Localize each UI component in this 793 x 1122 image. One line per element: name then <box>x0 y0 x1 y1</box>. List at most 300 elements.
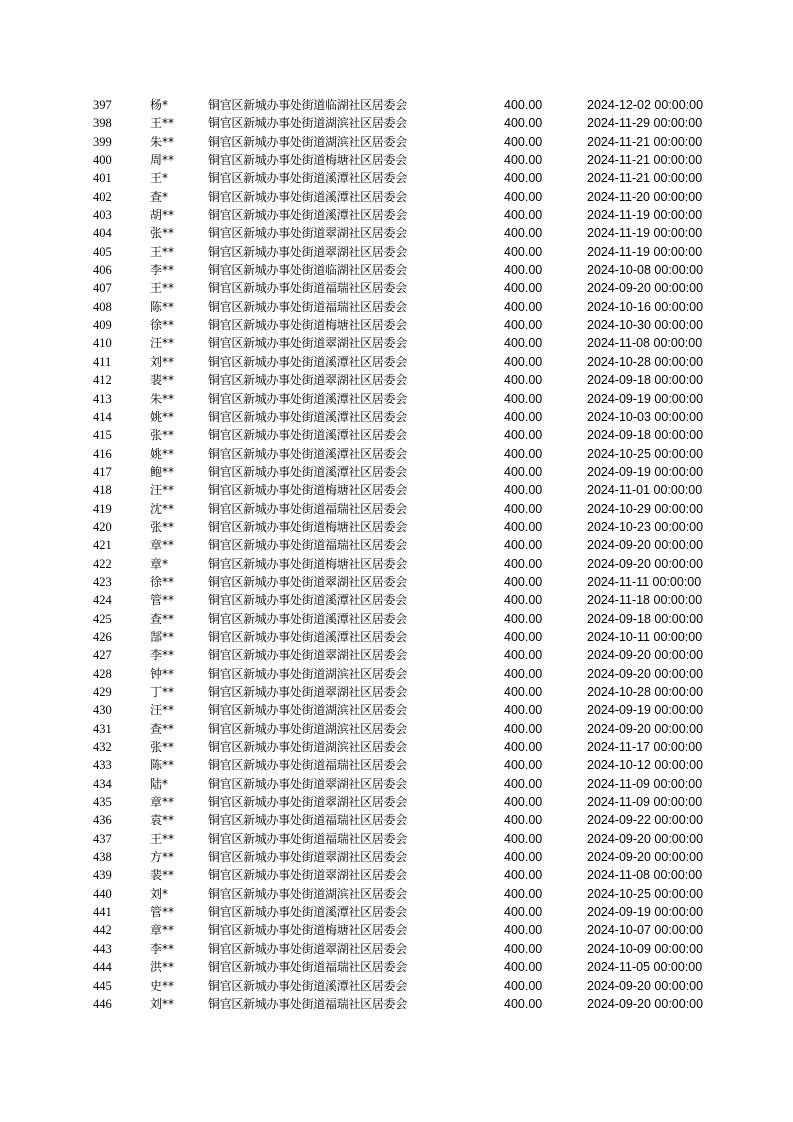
community-committee: 铜官区新城办事处街道溪潭社区居委会 <box>208 629 407 644</box>
amount: 400.00 <box>504 354 543 369</box>
recipient-name: 鲍** <box>150 464 175 479</box>
amount: 400.00 <box>504 391 543 406</box>
amount: 400.00 <box>504 116 543 131</box>
issue-date: 2024-09-20 00:00:00 <box>587 648 704 663</box>
amount: 400.00 <box>504 813 543 828</box>
row-number: 434 <box>93 776 112 791</box>
amount: 400.00 <box>504 629 543 644</box>
amount: 400.00 <box>504 483 543 498</box>
community-committee: 铜官区新城办事处街道翠湖社区居委会 <box>208 685 407 699</box>
community-committee: 铜官区新城办事处街道福瑞社区居委会 <box>208 758 407 773</box>
amount: 400.00 <box>504 740 543 755</box>
recipient-name: 汪** <box>150 483 175 498</box>
row-number: 401 <box>93 171 112 186</box>
issue-date: 2024-09-20 00:00:00 <box>587 831 704 846</box>
issue-date: 2024-10-08 00:00:00 <box>587 263 704 278</box>
issue-date: 2024-11-19 00:00:00 <box>587 226 703 241</box>
issue-date: 2024-09-20 00:00:00 <box>587 666 704 681</box>
row-number: 430 <box>93 703 112 718</box>
row-number: 438 <box>93 850 112 865</box>
recipient-name: 钟** <box>150 666 175 681</box>
amount: 400.00 <box>504 226 543 241</box>
community-committee: 铜官区新城办事处街道临湖社区居委会 <box>208 98 407 112</box>
row-number: 405 <box>93 244 112 259</box>
row-number: 435 <box>93 795 112 810</box>
table-row <box>0 756 793 774</box>
recipient-name: 张** <box>150 519 175 534</box>
amount: 400.00 <box>504 446 543 461</box>
recipient-name: 章* <box>150 556 169 571</box>
community-committee: 铜官区新城办事处街道梅塘社区居委会 <box>208 556 407 571</box>
community-committee: 铜官区新城办事处街道福瑞社区居委会 <box>208 960 407 975</box>
recipient-name: 陈** <box>150 299 175 314</box>
community-committee: 铜官区新城办事处街道湖滨社区居委会 <box>208 666 407 681</box>
amount: 400.00 <box>504 281 543 296</box>
table-row <box>0 610 793 628</box>
issue-date: 2024-09-18 00:00:00 <box>587 428 704 443</box>
row-number: 432 <box>93 740 112 755</box>
amount: 400.00 <box>504 923 543 938</box>
table-row <box>0 261 793 279</box>
issue-date: 2024-11-29 00:00:00 <box>587 116 703 131</box>
table-row <box>0 334 793 352</box>
row-number: 412 <box>93 373 112 388</box>
issue-date: 2024-11-09 00:00:00 <box>587 795 703 810</box>
amount: 400.00 <box>504 868 543 883</box>
community-committee: 铜官区新城办事处街道福瑞社区居委会 <box>208 299 407 314</box>
community-committee: 铜官区新城办事处街道翠湖社区居委会 <box>208 574 407 589</box>
amount: 400.00 <box>504 703 543 718</box>
issue-date: 2024-10-30 00:00:00 <box>587 318 704 333</box>
recipient-name: 张** <box>150 740 175 755</box>
issue-date: 2024-11-19 00:00:00 <box>587 208 703 223</box>
row-number: 420 <box>93 519 112 534</box>
table-row <box>0 316 793 334</box>
amount: 400.00 <box>504 886 543 901</box>
table-row <box>0 518 793 536</box>
row-number: 411 <box>93 354 112 369</box>
recipient-name: 胡** <box>150 208 175 223</box>
row-number: 410 <box>93 336 112 351</box>
table-row <box>0 830 793 848</box>
recipient-name: 袁** <box>150 813 175 828</box>
community-committee: 铜官区新城办事处街道湖滨社区居委会 <box>208 703 407 718</box>
issue-date: 2024-11-08 00:00:00 <box>587 868 703 883</box>
table-row <box>0 793 793 811</box>
row-number: 404 <box>93 226 112 241</box>
issue-date: 2024-10-03 00:00:00 <box>587 409 704 424</box>
row-number: 428 <box>93 666 112 681</box>
amount: 400.00 <box>504 428 543 443</box>
recipient-name: 方** <box>150 850 175 865</box>
row-number: 429 <box>93 685 112 699</box>
table-row <box>0 408 793 426</box>
table-row <box>0 958 793 976</box>
community-committee: 铜官区新城办事处街道梅塘社区居委会 <box>208 923 407 938</box>
table-row <box>0 995 793 1013</box>
table-row <box>0 133 793 151</box>
community-committee: 铜官区新城办事处街道翠湖社区居委会 <box>208 941 407 956</box>
amount: 400.00 <box>504 189 543 204</box>
issue-date: 2024-09-20 00:00:00 <box>587 850 704 865</box>
recipient-name: 刘** <box>150 996 175 1011</box>
recipient-name: 刘* <box>150 886 169 901</box>
table-row <box>0 848 793 866</box>
community-committee: 铜官区新城办事处街道溪潭社区居委会 <box>208 905 407 920</box>
recipient-name: 裴** <box>150 373 175 388</box>
recipient-name: 李** <box>150 941 175 956</box>
issue-date: 2024-09-20 00:00:00 <box>587 996 704 1011</box>
community-committee: 铜官区新城办事处街道翠湖社区居委会 <box>208 850 407 865</box>
table-row <box>0 206 793 224</box>
community-committee: 铜官区新城办事处街道溪潭社区居委会 <box>208 978 407 993</box>
amount: 400.00 <box>504 336 543 351</box>
row-number: 406 <box>93 263 112 278</box>
amount: 400.00 <box>504 593 543 608</box>
recipient-name: 史** <box>150 978 175 993</box>
community-committee: 铜官区新城办事处街道溪潭社区居委会 <box>208 354 407 369</box>
recipient-name: 李** <box>150 263 175 278</box>
row-number: 409 <box>93 318 112 333</box>
recipient-name: 王** <box>150 116 175 131</box>
issue-date: 2024-10-09 00:00:00 <box>587 941 704 956</box>
row-number: 442 <box>93 923 112 938</box>
issue-date: 2024-12-02 00:00:00 <box>587 98 704 112</box>
table-row <box>0 646 793 664</box>
table-row <box>0 811 793 829</box>
amount: 400.00 <box>504 648 543 663</box>
amount: 400.00 <box>504 941 543 956</box>
community-committee: 铜官区新城办事处街道溪潭社区居委会 <box>208 428 407 443</box>
row-number: 408 <box>93 299 112 314</box>
table-row <box>0 188 793 206</box>
row-number: 415 <box>93 428 112 443</box>
issue-date: 2024-11-17 00:00:00 <box>587 740 703 755</box>
issue-date: 2024-10-11 00:00:00 <box>587 629 703 644</box>
issue-date: 2024-11-05 00:00:00 <box>587 960 703 975</box>
community-committee: 铜官区新城办事处街道湖滨社区居委会 <box>208 740 407 755</box>
community-committee: 铜官区新城办事处街道溪潭社区居委会 <box>208 593 407 608</box>
community-committee: 铜官区新城办事处街道翠湖社区居委会 <box>208 373 407 388</box>
community-committee: 铜官区新城办事处街道翠湖社区居委会 <box>208 648 407 663</box>
amount: 400.00 <box>504 244 543 259</box>
amount: 400.00 <box>504 373 543 388</box>
amount: 400.00 <box>504 721 543 736</box>
recipient-name: 沈** <box>150 501 175 516</box>
table-row <box>0 371 793 389</box>
community-committee: 铜官区新城办事处街道福瑞社区居委会 <box>208 501 407 516</box>
amount: 400.00 <box>504 905 543 920</box>
table-row <box>0 463 793 481</box>
issue-date: 2024-09-19 00:00:00 <box>587 703 704 718</box>
amount: 400.00 <box>504 98 543 112</box>
table-row <box>0 573 793 591</box>
row-number: 407 <box>93 281 112 296</box>
issue-date: 2024-11-18 00:00:00 <box>587 593 703 608</box>
issue-date: 2024-11-21 00:00:00 <box>587 134 703 149</box>
issue-date: 2024-11-21 00:00:00 <box>587 171 703 186</box>
recipient-name: 姚** <box>150 446 175 461</box>
row-number: 417 <box>93 464 112 479</box>
row-number: 418 <box>93 483 112 498</box>
table-row <box>0 591 793 609</box>
row-number: 400 <box>93 153 112 168</box>
table-row <box>0 390 793 408</box>
community-committee: 铜官区新城办事处街道溪潭社区居委会 <box>208 611 407 626</box>
table-row <box>0 885 793 903</box>
recipient-name: 管** <box>150 593 175 608</box>
amount: 400.00 <box>504 758 543 773</box>
issue-date: 2024-10-23 00:00:00 <box>587 519 704 534</box>
row-number: 446 <box>93 996 112 1011</box>
row-number: 437 <box>93 831 112 846</box>
row-number: 440 <box>93 886 112 901</box>
recipient-name: 王* <box>150 171 169 186</box>
row-number: 422 <box>93 556 112 571</box>
row-number: 439 <box>93 868 112 883</box>
row-number: 443 <box>93 941 112 956</box>
row-number: 433 <box>93 758 112 773</box>
amount: 400.00 <box>504 978 543 993</box>
community-committee: 铜官区新城办事处街道福瑞社区居委会 <box>208 538 407 553</box>
row-number: 398 <box>93 116 112 131</box>
table-row <box>0 738 793 756</box>
recipient-name: 陈** <box>150 758 175 773</box>
row-number: 402 <box>93 189 112 204</box>
issue-date: 2024-10-29 00:00:00 <box>587 501 704 516</box>
community-committee: 铜官区新城办事处街道翠湖社区居委会 <box>208 868 407 883</box>
table-row <box>0 481 793 499</box>
issue-date: 2024-09-20 00:00:00 <box>587 556 704 571</box>
table-row <box>0 353 793 371</box>
table-row <box>0 426 793 444</box>
issue-date: 2024-09-22 00:00:00 <box>587 813 704 828</box>
issue-date: 2024-11-09 00:00:00 <box>587 776 703 791</box>
table-row <box>0 903 793 921</box>
recipient-name: 周** <box>150 153 175 168</box>
community-committee: 铜官区新城办事处街道翠湖社区居委会 <box>208 226 407 241</box>
issue-date: 2024-11-01 00:00:00 <box>587 483 703 498</box>
table-row <box>0 683 793 701</box>
recipient-name: 姚** <box>150 409 175 424</box>
issue-date: 2024-11-19 00:00:00 <box>587 244 703 259</box>
community-committee: 铜官区新城办事处街道福瑞社区居委会 <box>208 996 407 1011</box>
recipient-name: 杨* <box>150 98 169 112</box>
recipient-name: 王** <box>150 281 175 296</box>
table-row <box>0 243 793 261</box>
recipient-name: 张** <box>150 428 175 443</box>
recipient-name: 裴** <box>150 868 175 883</box>
amount: 400.00 <box>504 464 543 479</box>
amount: 400.00 <box>504 318 543 333</box>
table-row <box>0 665 793 683</box>
community-committee: 铜官区新城办事处街道溪潭社区居委会 <box>208 446 407 461</box>
amount: 400.00 <box>504 153 543 168</box>
recipient-name: 查** <box>150 611 175 626</box>
amount: 400.00 <box>504 263 543 278</box>
community-committee: 铜官区新城办事处街道溪潭社区居委会 <box>208 391 407 406</box>
issue-date: 2024-11-11 00:00:00 <box>587 574 702 589</box>
table-row <box>0 96 793 114</box>
amount: 400.00 <box>504 409 543 424</box>
community-committee: 铜官区新城办事处街道翠湖社区居委会 <box>208 336 407 351</box>
row-number: 441 <box>93 905 112 920</box>
recipient-name: 王** <box>150 244 175 259</box>
amount: 400.00 <box>504 299 543 314</box>
recipient-name: 汪** <box>150 336 175 351</box>
row-number: 427 <box>93 648 112 663</box>
issue-date: 2024-09-19 00:00:00 <box>587 391 704 406</box>
table-row <box>0 921 793 939</box>
table-row <box>0 775 793 793</box>
community-committee: 铜官区新城办事处街道翠湖社区居委会 <box>208 795 407 810</box>
recipient-name: 徐** <box>150 318 175 333</box>
amount: 400.00 <box>504 134 543 149</box>
row-number: 423 <box>93 574 112 589</box>
issue-date: 2024-09-20 00:00:00 <box>587 538 704 553</box>
community-committee: 铜官区新城办事处街道翠湖社区居委会 <box>208 244 407 259</box>
issue-date: 2024-11-20 00:00:00 <box>587 189 703 204</box>
recipient-name: 郜** <box>150 629 175 644</box>
table-row <box>0 500 793 518</box>
table-row <box>0 536 793 554</box>
row-number: 413 <box>93 391 112 406</box>
row-number: 436 <box>93 813 112 828</box>
recipient-name: 洪** <box>150 960 175 975</box>
issue-date: 2024-11-21 00:00:00 <box>587 153 703 168</box>
community-committee: 铜官区新城办事处街道梅塘社区居委会 <box>208 153 407 168</box>
issue-date: 2024-09-19 00:00:00 <box>587 464 704 479</box>
row-number: 397 <box>93 98 112 112</box>
community-committee: 铜官区新城办事处街道福瑞社区居委会 <box>208 813 407 828</box>
row-number: 419 <box>93 501 112 516</box>
issue-date: 2024-09-19 00:00:00 <box>587 905 704 920</box>
community-committee: 铜官区新城办事处街道溪潭社区居委会 <box>208 208 407 223</box>
issue-date: 2024-10-28 00:00:00 <box>587 685 704 699</box>
recipient-name: 朱** <box>150 391 175 406</box>
amount: 400.00 <box>504 574 543 589</box>
issue-date: 2024-10-12 00:00:00 <box>587 758 704 773</box>
recipient-name: 管** <box>150 905 175 920</box>
issue-date: 2024-09-20 00:00:00 <box>587 978 704 993</box>
row-number: 431 <box>93 721 112 736</box>
row-number: 416 <box>93 446 112 461</box>
community-committee: 铜官区新城办事处街道临湖社区居委会 <box>208 263 407 278</box>
table-row <box>0 169 793 187</box>
issue-date: 2024-09-18 00:00:00 <box>587 611 704 626</box>
recipient-name: 陆* <box>150 776 169 791</box>
amount: 400.00 <box>504 171 543 186</box>
issue-date: 2024-09-18 00:00:00 <box>587 373 704 388</box>
issue-date: 2024-11-08 00:00:00 <box>587 336 703 351</box>
issue-date: 2024-10-25 00:00:00 <box>587 446 704 461</box>
table-row <box>0 298 793 316</box>
recipient-name: 丁** <box>150 685 175 699</box>
table-row <box>0 977 793 995</box>
recipient-name: 查** <box>150 721 175 736</box>
community-committee: 铜官区新城办事处街道翠湖社区居委会 <box>208 776 407 791</box>
row-number: 403 <box>93 208 112 223</box>
table-row <box>0 224 793 242</box>
amount: 400.00 <box>504 685 543 699</box>
community-committee: 铜官区新城办事处街道梅塘社区居委会 <box>208 318 407 333</box>
row-number: 421 <box>93 538 112 553</box>
issue-date: 2024-10-07 00:00:00 <box>587 923 704 938</box>
issue-date: 2024-10-16 00:00:00 <box>587 299 704 314</box>
table-row <box>0 445 793 463</box>
issue-date: 2024-10-25 00:00:00 <box>587 886 704 901</box>
table-row <box>0 151 793 169</box>
community-committee: 铜官区新城办事处街道梅塘社区居委会 <box>208 483 407 498</box>
amount: 400.00 <box>504 666 543 681</box>
community-committee: 铜官区新城办事处街道福瑞社区居委会 <box>208 831 407 846</box>
amount: 400.00 <box>504 850 543 865</box>
recipient-name: 徐** <box>150 574 175 589</box>
recipient-name: 刘** <box>150 354 175 369</box>
amount: 400.00 <box>504 556 543 571</box>
recipient-name: 汪** <box>150 703 175 718</box>
community-committee: 铜官区新城办事处街道溪潭社区居委会 <box>208 464 407 479</box>
community-committee: 铜官区新城办事处街道梅塘社区居委会 <box>208 519 407 534</box>
issue-date: 2024-09-20 00:00:00 <box>587 281 704 296</box>
recipient-name: 张** <box>150 226 175 241</box>
issue-date: 2024-09-20 00:00:00 <box>587 721 704 736</box>
table-row <box>0 940 793 958</box>
community-committee: 铜官区新城办事处街道溪潭社区居委会 <box>208 171 407 186</box>
row-number: 399 <box>93 134 112 149</box>
amount: 400.00 <box>504 208 543 223</box>
amount: 400.00 <box>504 795 543 810</box>
recipient-name: 查* <box>150 189 169 204</box>
row-number: 426 <box>93 629 112 644</box>
amount: 400.00 <box>504 996 543 1011</box>
recipient-name: 章** <box>150 538 175 553</box>
table-row <box>0 555 793 573</box>
records-table <box>0 96 793 1013</box>
table-row <box>0 701 793 719</box>
community-committee: 铜官区新城办事处街道湖滨社区居委会 <box>208 721 407 736</box>
table-row <box>0 279 793 297</box>
issue-date: 2024-10-28 00:00:00 <box>587 354 704 369</box>
table-row <box>0 114 793 132</box>
table-row <box>0 866 793 884</box>
row-number: 444 <box>93 960 112 975</box>
row-number: 424 <box>93 593 112 608</box>
amount: 400.00 <box>504 501 543 516</box>
recipient-name: 朱** <box>150 134 175 149</box>
row-number: 445 <box>93 978 112 993</box>
amount: 400.00 <box>504 538 543 553</box>
table-row <box>0 628 793 646</box>
row-number: 414 <box>93 409 112 424</box>
amount: 400.00 <box>504 611 543 626</box>
recipient-name: 李** <box>150 648 175 663</box>
community-committee: 铜官区新城办事处街道溪潭社区居委会 <box>208 409 407 424</box>
amount: 400.00 <box>504 776 543 791</box>
amount: 400.00 <box>504 960 543 975</box>
recipient-name: 王** <box>150 831 175 846</box>
community-committee: 铜官区新城办事处街道湖滨社区居委会 <box>208 116 407 131</box>
amount: 400.00 <box>504 831 543 846</box>
recipient-name: 章** <box>150 795 175 810</box>
community-committee: 铜官区新城办事处街道溪潭社区居委会 <box>208 189 407 204</box>
recipient-name: 章** <box>150 923 175 938</box>
community-committee: 铜官区新城办事处街道福瑞社区居委会 <box>208 281 407 296</box>
community-committee: 铜官区新城办事处街道湖滨社区居委会 <box>208 134 407 149</box>
row-number: 425 <box>93 611 112 626</box>
table-row <box>0 720 793 738</box>
community-committee: 铜官区新城办事处街道湖滨社区居委会 <box>208 886 407 901</box>
